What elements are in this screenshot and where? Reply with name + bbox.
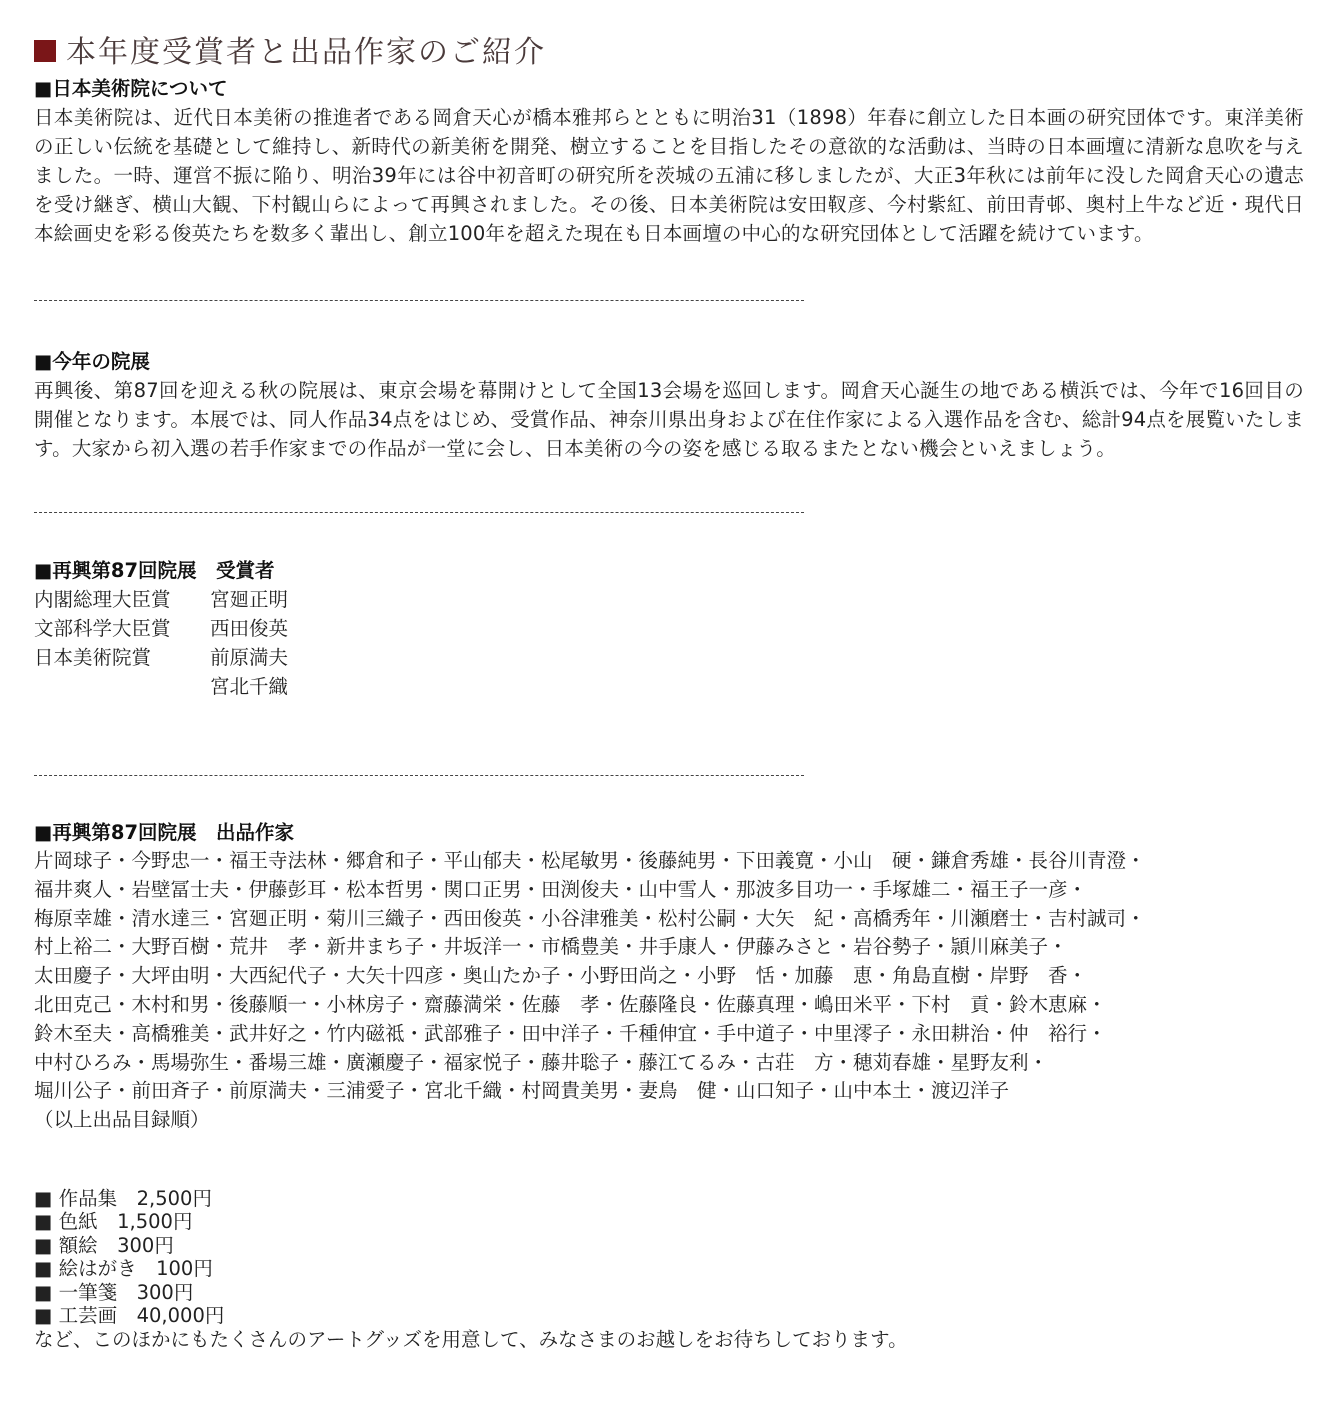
artists-line: 梅原幸雄・清水達三・宮廻正明・菊川三織子・西田俊英・小谷津雅美・松村公嗣・大矢 紀・高橋秀年・川瀬磨士・吉村誠司・: [34, 906, 1146, 930]
goods-item: ■ 工芸画 40,000円: [34, 1304, 225, 1328]
award-row: [34, 585, 1341, 614]
page: [0, 28, 1341, 1428]
award-name: 内閣総理大臣賞: [34, 588, 171, 611]
goods-item: ■ 絵はがき 100円: [34, 1257, 213, 1281]
page-title-text: 本年度受賞者と出品作家のご紹介: [66, 35, 546, 70]
goods-list: [34, 1187, 1341, 1352]
award-winner: 宮廻正明: [210, 588, 289, 611]
awards-list: [34, 585, 1341, 701]
award-row: [34, 614, 1341, 643]
artists-line: 村上裕二・大野百樹・荒井 孝・新井まち子・井坂洋一・市橋豊美・井手康人・伊藤みさと・岩谷勢子・頴川麻美子・: [34, 935, 1068, 959]
about-heading: ■日本美術院について: [34, 77, 228, 100]
page-title: [34, 28, 1341, 70]
about-body: 日本美術院は、近代日本美術の推進者である岡倉天心が橋本雅邦らとともに明治31（1898）年春に創立した日本画の研究団体です。東洋美術の正しい伝統を基礎として維持し、新時代の新美術を開発、樹立することを目指したその意欲的な活動は、当時の日本画壇に清新な息吹を与えました。一時、運営不振に陥り、明治39年には谷中初音町の研究所を茨城の五浦に移しましたが、大正3年秋には前年に没した岡倉天心の遺志を受け継ぎ、横山大観、下村観山らによって再興されました。その後、日本美術院は安田靫彦、今村紫紅、前田青邨、奥村上牛など近・現代日本絵画史を彩る俊英たちを数多く輩出し、創立100年を超えた現在も日本画壇の中心的な研究団体として活躍を続けています。: [34, 106, 1304, 245]
artists-line: 福井爽人・岩壁冨士夫・伊藤彭耳・松本哲男・関口正男・田渕俊夫・山中雪人・那波多目功一・手塚雄二・福王子一彦・: [34, 877, 1088, 901]
artists-list: [34, 847, 1341, 1135]
artists-line: 中村ひろみ・馬場弥生・番場三雄・廣瀬慶子・福家悦子・藤井聡子・藤江てるみ・古荘 方・穂苅春雄・星野友利・: [34, 1050, 1049, 1074]
goods-item: ■ 作品集 2,500円: [34, 1186, 212, 1210]
artists-line: 片岡球子・今野忠一・福王寺法林・郷倉和子・平山郁夫・松尾敏男・後藤純男・下田義寛・小山 硬・鎌倉秀雄・長谷川青澄・: [34, 849, 1146, 872]
goods-footer: など、このほかにもたくさんのアートグッズを用意して、みなさまのお越しをお待ちしております。: [34, 1327, 908, 1351]
artists-line: 北田克己・木村和男・後藤順一・小林房子・齋藤満栄・佐藤 孝・佐藤隆良・佐藤真理・嶋田米平・下村 貢・鈴木恵麻・: [34, 992, 1107, 1016]
goods-item: ■ 色紙 1,500円: [34, 1210, 193, 1234]
award-name: 日本美術院賞: [34, 646, 152, 669]
award-winner: 前原満夫: [210, 646, 289, 669]
artists-note: （以上出品目録順）: [34, 1108, 210, 1132]
award-row: [34, 643, 1341, 672]
artists-line: 太田慶子・大坪由明・大西紀代子・大矢十四彦・奥山たか子・小野田尚之・小野 恬・加藤 恵・角島直樹・岸野 香・: [34, 964, 1088, 988]
award-name: [34, 672, 210, 701]
title-square-icon: [34, 40, 56, 62]
artists-heading: ■再興第87回院展 出品作家: [34, 821, 295, 844]
goods-item: ■ 一筆箋 300円: [34, 1280, 194, 1304]
artists-line: 鈴木至夫・高橋雅美・武井好之・竹内磁祗・武部雅子・田中洋子・千種伸宜・手中道子・中里澪子・永田耕治・仲 裕行・: [34, 1021, 1107, 1045]
award-name: 文部科学大臣賞: [34, 617, 171, 640]
award-winner: 宮北千織: [210, 675, 289, 698]
goods-item: ■ 額絵 300円: [34, 1233, 174, 1257]
award-row: [34, 672, 1341, 701]
awards-heading: ■再興第87回院展 受賞者: [34, 559, 275, 582]
this-year-heading: ■今年の院展: [34, 350, 150, 373]
this-year-body: 再興後、第87回を迎える秋の院展は、東京会場を幕開けとして全国13会場を巡回します。岡倉天心誕生の地である横浜では、今年で16回目の開催となります。本展では、同人作品34点をはじめ、受賞作品、神奈川県出身および在住作家による入選作品を含む、総計94点を展覧いたします。大家から初入選の若手作家までの作品が一堂に会し、日本美術の今の姿を感じる取るまたとない機会といえましょう。: [34, 379, 1304, 460]
artists-line: 堀川公子・前田斉子・前原満夫・三浦愛子・宮北千織・村岡貴美男・妻鳥 健・山口知子・山中本土・渡辺洋子: [34, 1079, 1010, 1103]
award-winner: 西田俊英: [210, 617, 289, 640]
